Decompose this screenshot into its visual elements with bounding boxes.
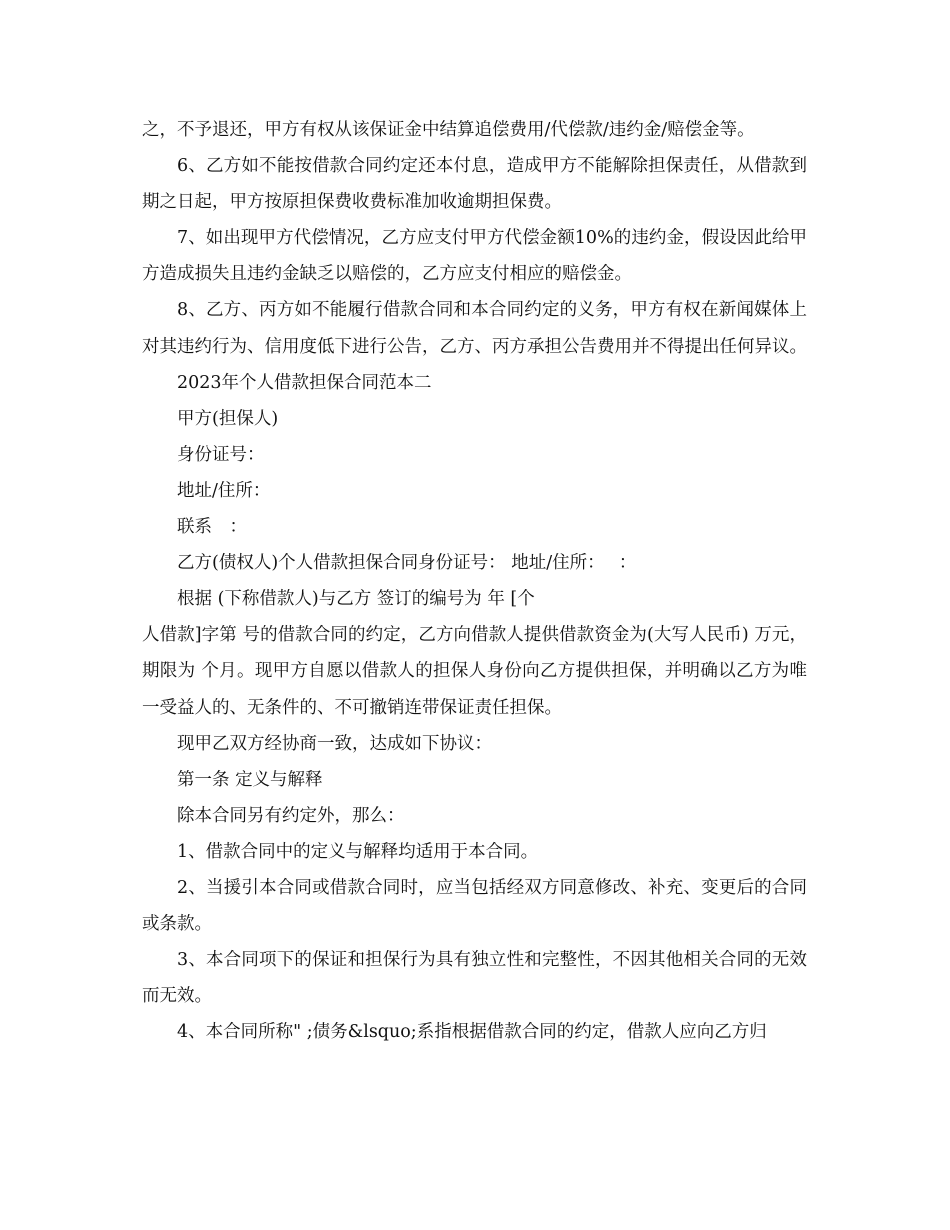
party-b-line: 乙方(债权人)个人借款担保合同身份证号： 地址/住所： ： xyxy=(177,553,637,574)
article-1-item-2: 2、当援引本合同或借款合同时，应当包括经双方同意修改、补充、变更后的合同或条款。 xyxy=(142,877,807,935)
document-body xyxy=(142,112,807,1050)
paragraph-continuation: 之，不予退还，甲方有权从该保证金中结算追偿费用/代偿款/违约金/赔偿金等。 xyxy=(142,120,755,140)
article-1-item-3: 3、本合同项下的保证和担保行为具有独立性和完整性，不因其他相关合同的无效而无效。 xyxy=(142,950,807,1007)
party-a-label: 甲方(担保人) xyxy=(177,408,279,429)
id-number-label: 身份证号： xyxy=(177,444,265,465)
article-1-item-1: 1、借款合同中的定义与解释均适用于本合同。 xyxy=(177,841,539,862)
article-1-heading: 第一条 定义与解释 xyxy=(177,769,323,790)
clause-6: 6、乙方如不能按借款合同约定还本付息，造成甲方不能解除担保责任，从借款到期之日起，甲方按原担保费收费标准加收逾期担保费。 xyxy=(142,156,807,213)
clause-8: 8、乙方、丙方如不能履行借款合同和本合同约定的义务，甲方有权在新闻媒体上对其违约行为、信用度低下进行公告，乙方、丙方承担公告费用并不得提出任何异议。 xyxy=(142,300,807,357)
address-label: 地址/住所： xyxy=(177,480,271,501)
section-title: 2023年个人借款担保合同范本二 xyxy=(177,372,432,393)
agreement-basis-continuation: 人借款]字第 号的借款合同的约定，乙方向借款人提供借款资金为(大写人民币) 万元，期限为 个月。现甲方自愿以借款人的担保人身份向乙方提供担保，并明确以乙方为唯一受益人的、无条件的、不可撤销连带保证责任担保。 xyxy=(142,625,807,718)
consensus-statement: 现甲乙双方经协商一致，达成如下协议： xyxy=(177,733,492,754)
article-1-item-4: 4、本合同所称" ;债务&lsquo;系指根据借款合同的约定，借款人应向乙方归 xyxy=(177,1022,767,1043)
clause-7: 7、如出现甲方代偿情况，乙方应支付甲方代偿金额10%的违约金，假设因此给甲方造成损失且违约金缺乏以赔偿的，乙方应支付相应的赔偿金。 xyxy=(142,228,807,285)
contact-label: 联系 ： xyxy=(177,517,247,538)
article-1-intro: 除本合同另有约定外，那么： xyxy=(177,805,405,826)
agreement-basis-line: 根据 (下称借款人)与乙方 签订的编号为 年 [个 xyxy=(177,589,535,610)
